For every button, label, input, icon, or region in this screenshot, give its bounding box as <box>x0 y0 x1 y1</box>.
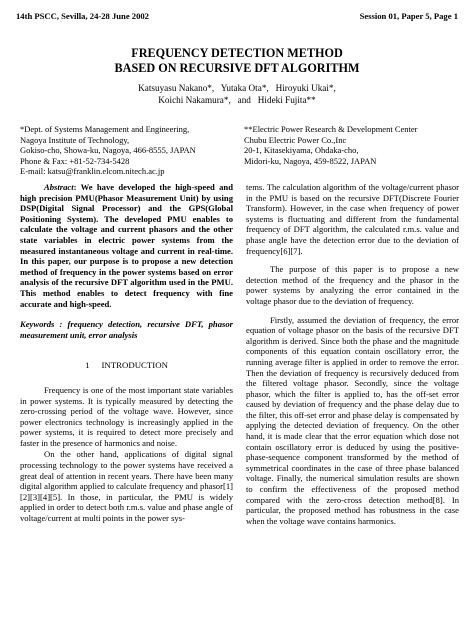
affiliation-email: E-mail: katsu@franklin.elcom.nitech.ac.jp <box>20 166 165 177</box>
intro-paragraph-1: Frequency is one of the most important state variables in power systems. It is typically measured by detecting the zero-crossing period of the voltage wave. However, since power electronics technology is increasingly applied in the power systems, it is required to detect more precisely and faster in the presence of harmonics and noise. <box>20 384 233 448</box>
session-info: Session 01, Paper 5, Page 1 <box>359 11 458 21</box>
intro-paragraph-2: On the other hand, applications of digital signal processing technology to the power systems have received a great deal of attention in recent years. There have been many digital algorithm applied to calculate frequency and phasor[1][2][3][4][5]. In those, in particular, the PMU is widely applied in order to detect both r.m.s. value and phase angle of voltage/current at multi points in the power sys- <box>20 449 233 524</box>
authors-line-1: Katsuyasu Nakano*, Yutaka Ota*, Hiroyuki Ukai*, <box>138 83 336 93</box>
right-column <box>246 182 459 526</box>
keywords <box>20 319 233 340</box>
affiliation-left <box>20 124 196 177</box>
affiliation-line: Nagoya Institute of Technology, <box>20 134 130 145</box>
left-column <box>20 182 233 524</box>
affiliation-line: Gokiso-cho, Showa-ku, Nagoya, 466-8555, JAPAN <box>20 145 196 156</box>
paper-title <box>0 46 474 75</box>
authors-line-2: Koichi Nakamura*, and Hideki Fujita** <box>158 94 316 105</box>
abstract-text: : We have developed the high-speed and high precision PMU(Phasor Measurement Unit) by using DSP(Digital Signal Processor) and the GPS(Global Positioning System). The developed PMU enables to calculate the voltage and current phasors and the other state variables in electric power systems from the measured instantaneous voltage and current in real-time. In this paper, our purpose is to propose a new detection method of frequency in the power systems based on error analysis of the recursive DFT algorithm used in the PMU. This method enables to detect frequency with fine accurate and high-speed. <box>20 182 233 309</box>
body-paragraph-3: Firstly, assumed the deviation of frequency, the error equation of voltage phasor on the basis of the recursive DFT algorithm is derived. Since both the phase and the magnitude components of this equation contain oscillatory error, the running average filter is applied in order to remove the error. Then the deviation of frequency is recursively deduced from the filtered voltage phasor. Secondly, since the voltage phasor, which the filter is applied to, has the off-set error caused by deviation of frequency and the phase delay due to the filter, this off-set error and phase delay is compensated by applying the detected deviation of frequency. On the other hand, it is made clear that the error equation which dose not contain oscillatory error is deduced by using the positive-phase-sequence component transformed by the method of symmetrical coordinates in the case of three phase balanced voltage. Finally, the numerical simulation results are shown to confirm the effectiveness of the proposed method compared with the zero-cross detection method[8]. In particular, the proposed method has robustness in the case when the voltage wave contains harmonics. <box>246 314 459 526</box>
section-heading <box>20 360 233 371</box>
section-number: 1 <box>85 360 90 371</box>
affiliation-line: 20-1, Kitasekiyama, Ohdaka-cho, <box>244 145 359 156</box>
affiliation-line: Phone & Fax: +81-52-734-5428 <box>20 155 130 166</box>
affiliation-line: *Dept. of Systems Management and Engineering, <box>20 124 190 134</box>
affiliation-line: **Electric Power Research & Development Center <box>244 124 418 134</box>
keywords-label: Keywords <box>20 319 55 330</box>
affiliation-line: Midori-ku, Nagoya, 459-8522, JAPAN <box>244 155 377 166</box>
page-header <box>16 11 458 23</box>
keywords-text: : frequency detection, recursive DFT, phasor measurement unit, error analysis <box>20 319 233 340</box>
abstract-label: Abstract <box>44 182 74 192</box>
title-line-2: BASED ON RECURSIVE DFT ALGORITHM <box>114 60 360 75</box>
conference-info: 14th PSCC, Sevilla, 24-28 June 2002 <box>16 11 149 21</box>
body-paragraph-2: The purpose of this paper is to propose a new detection method of the frequency and the phasor in the power systems by analyzing the error contained in the voltage phasor due to the deviation of frequency. <box>246 264 459 306</box>
title-line-1: FREQUENCY DETECTION METHOD <box>131 46 343 60</box>
affiliation-line: Chubu Electric Power Co.,Inc <box>244 134 347 145</box>
abstract <box>20 182 233 309</box>
affiliation-right <box>244 124 417 166</box>
section-title: INTRODUCTION <box>101 360 168 371</box>
body-paragraph-1: tems. The calculation algorithm of the voltage/current phasor in the PMU is based on the recursive DFT(Discrete Fourier Transform). However, in the case when frequency of power systems is fluctuating and different from the fundamental frequency of DFT algorithm, the calculated r.m.s. value and phase angle have the detection error due to the deviation of frequency[6][7]. <box>246 182 459 256</box>
authors <box>0 83 474 106</box>
